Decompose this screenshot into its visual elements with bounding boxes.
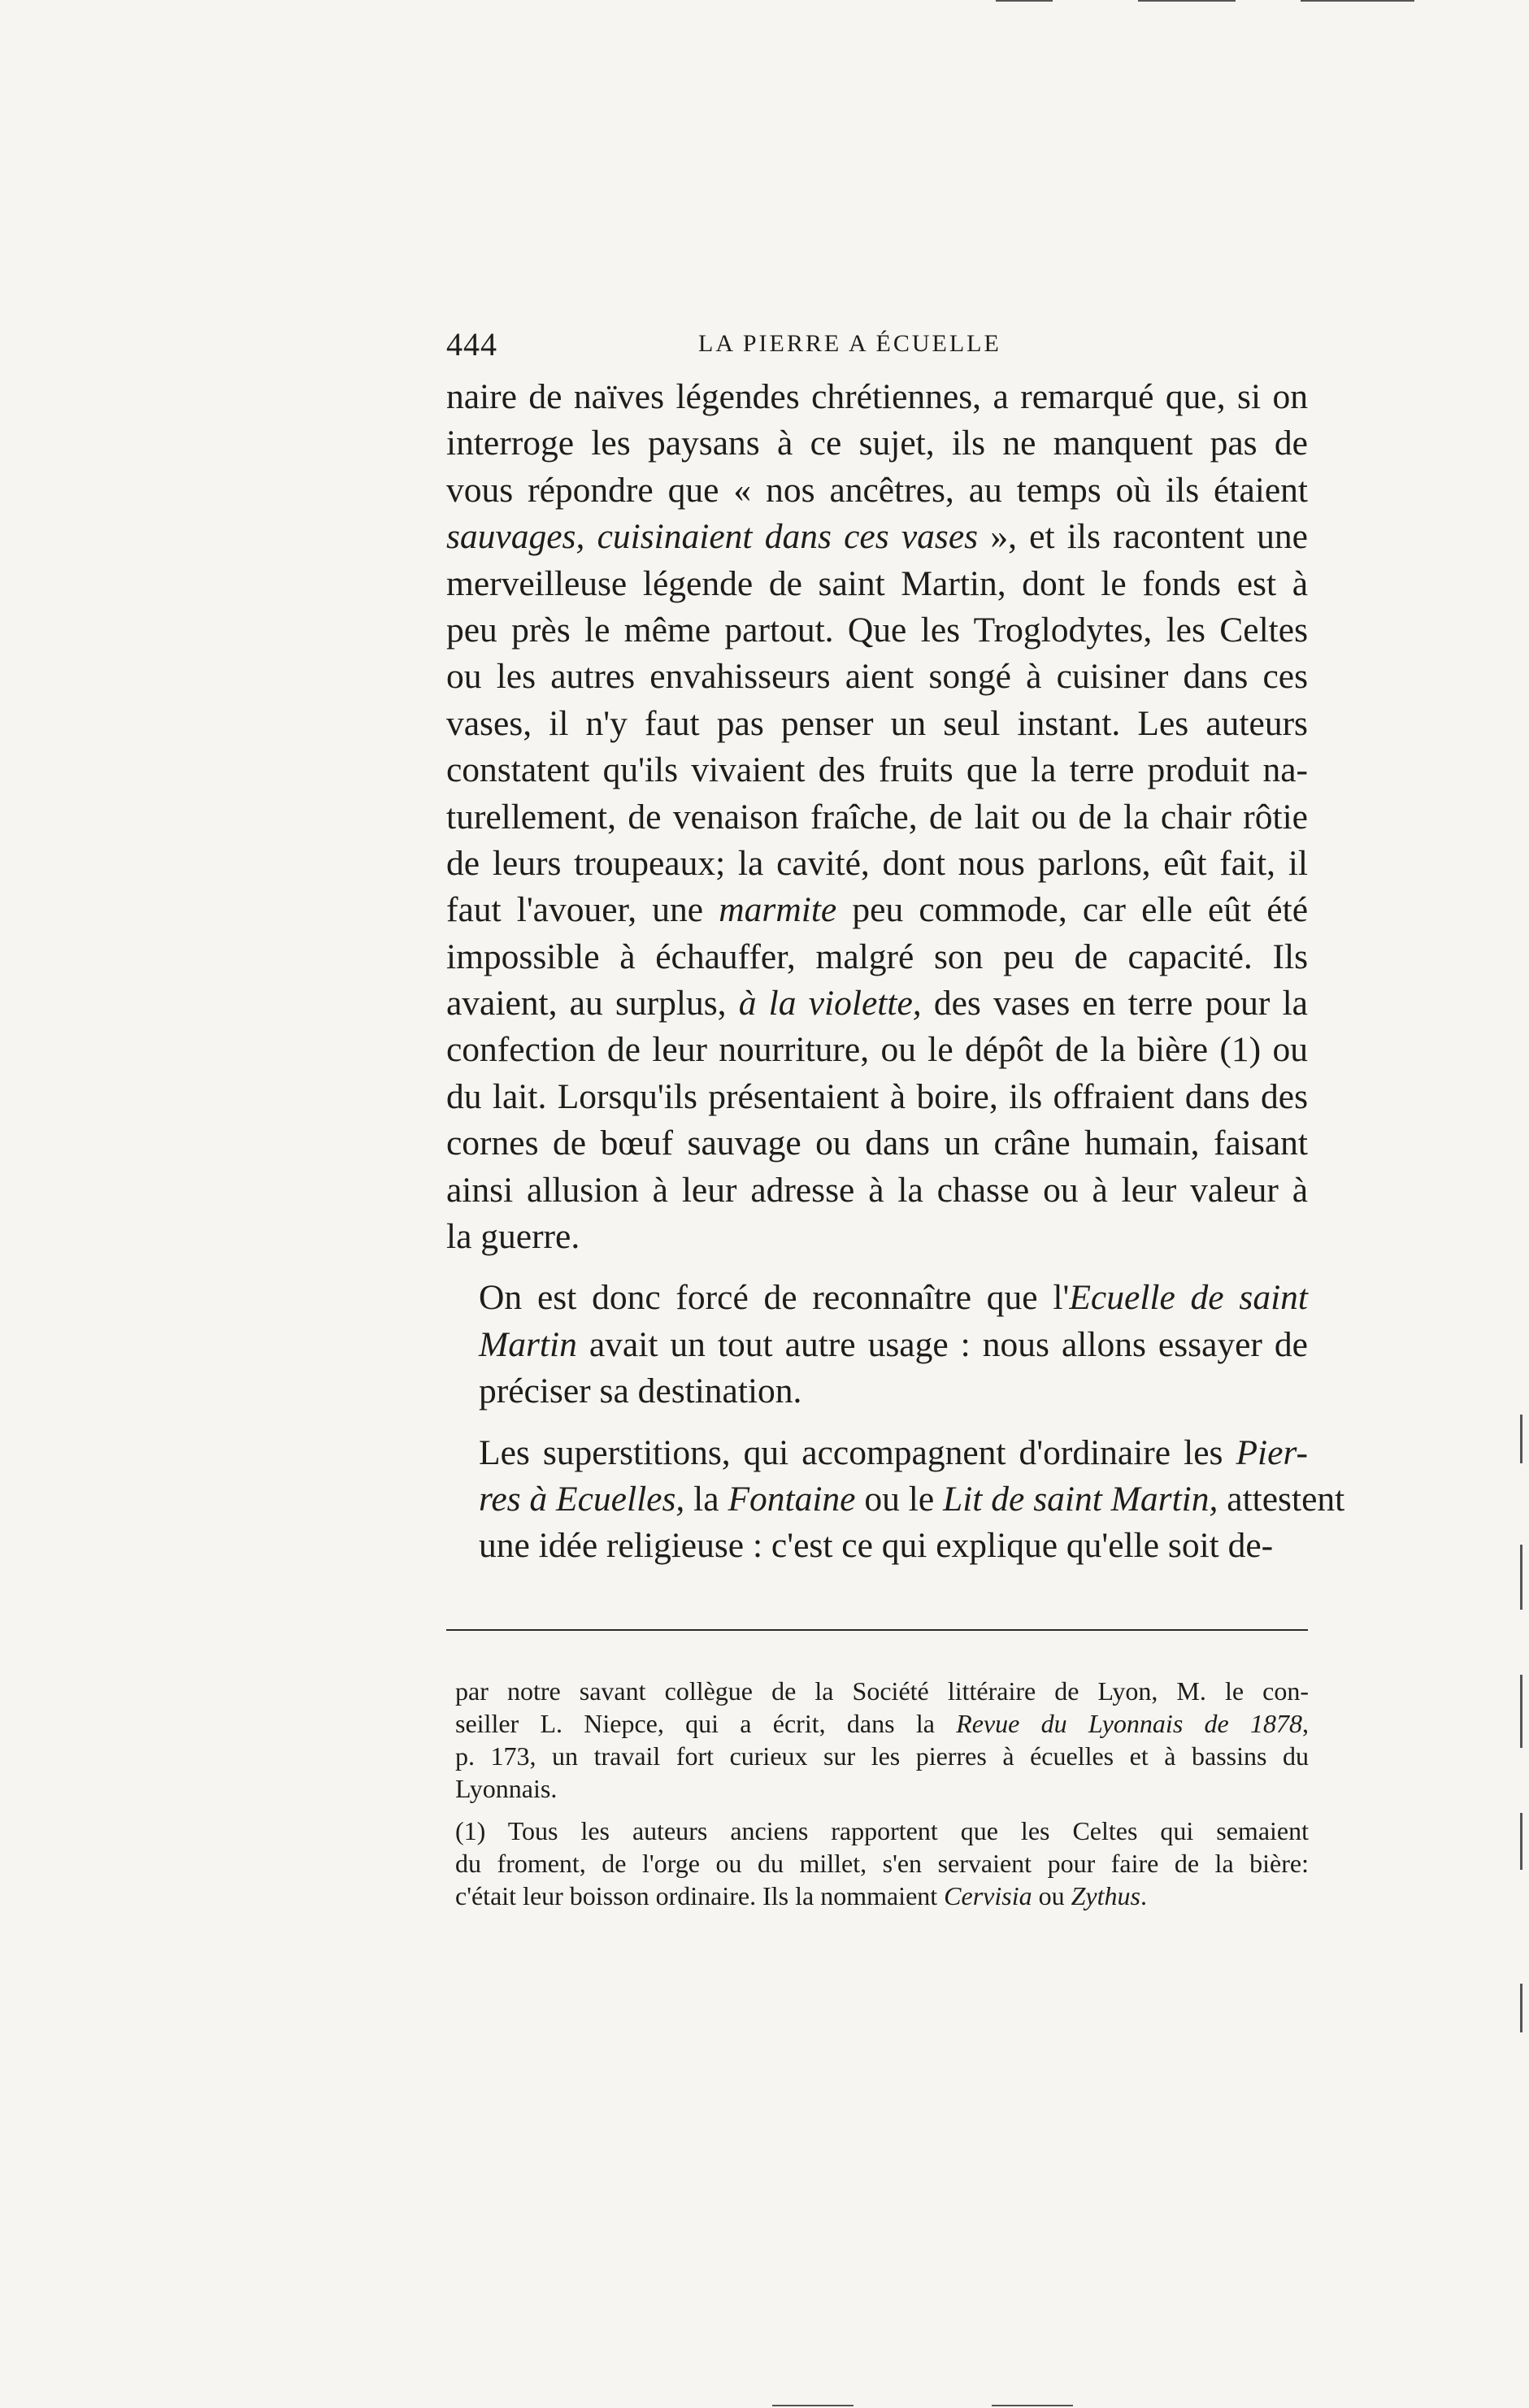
text-line: faut l'avouer, une marmite peu commode, car elle eût été (446, 890, 1309, 930)
scan-edge-mark (996, 0, 1053, 2)
footnote-continued (455, 1675, 1309, 1805)
text-line: vous répondre que « nos ancêtres, au temps où ils étaient (446, 470, 1308, 510)
page-header (446, 325, 1308, 374)
scan-edge-mark (1520, 1984, 1522, 2032)
paragraph-2 (446, 1275, 1308, 1415)
text-line: confection de leur nourriture, ou le dépôt de la bière (1) ou (446, 1030, 1308, 1070)
text-line: par notre savant collègue de la Société littéraire de Lyon, M. le con- (455, 1676, 1309, 1706)
text-line: seiller L. Niepce, qui a écrit, dans la Revue du Lyonnais de 1878, (455, 1709, 1310, 1738)
text-line: Lyonnais. (455, 1774, 558, 1803)
text-line: du lait. Lorsqu'ils présentaient à boire, ils offraient dans des (446, 1076, 1308, 1116)
text-line: interroge les paysans à ce sujet, ils ne manquent pas de (446, 424, 1308, 463)
scan-edge-mark (992, 2405, 1073, 2406)
text-line: une idée religieuse : c'est ce qui explique qu'elle soit de- (479, 1526, 1274, 1566)
text-line: merveilleuse légende de saint Martin, dont le fonds est à (446, 563, 1308, 603)
text-line: Martin avait un tout autre usage : nous allons essayer de (479, 1324, 1308, 1364)
text-line: turellement, de venaison fraîche, de lait ou de la chair rôtie (446, 797, 1308, 837)
paragraph-1 (446, 374, 1308, 1260)
body-text (446, 374, 1345, 1570)
scan-edge-mark (1520, 1415, 1522, 1463)
scan-edge-mark (1520, 1545, 1522, 1610)
running-title: LA PIERRE A ÉCUELLE (698, 330, 1001, 357)
text-line: vases, il n'y faut pas penser un seul instant. Les auteurs (446, 703, 1308, 743)
text-line: cornes de bœuf sauvage ou dans un crâne humain, faisant (446, 1124, 1308, 1163)
text-line: ainsi allusion à leur adresse à la chasse ou à leur valeur à (446, 1170, 1308, 1210)
text-line: la guerre. (446, 1217, 580, 1257)
text-line: avaient, au surplus, à la violette, des vases en terre pour la (446, 984, 1308, 1024)
text-line: naire de naïves légendes chrétiennes, a remarqué que, si on (446, 377, 1308, 416)
footnote-1 (455, 1815, 1309, 1912)
text-line: peu près le même partout. Que les Troglodytes, les Celtes (446, 610, 1308, 650)
text-line: (1) Tous les auteurs anciens rapportent que les Celtes qui semaient (455, 1816, 1309, 1845)
footnotes (455, 1675, 1309, 1912)
scan-edge-mark (1138, 0, 1236, 2)
text-line: On est donc forcé de reconnaître que l'Ecuelle de saint (479, 1278, 1308, 1318)
text-line: de leurs troupeaux; la cavité, dont nous parlons, eût fait, il (446, 843, 1308, 883)
scan-edge-mark (772, 2405, 854, 2406)
scan-edge-mark (1520, 1813, 1522, 1870)
text-line: res à Ecuelles, la Fontaine ou le Lit de saint Martin, attestent (479, 1479, 1345, 1519)
text-line: du froment, de l'orge ou du millet, s'en servaient pour faire de la bière: (455, 1849, 1309, 1878)
paragraph-3 (446, 1430, 1345, 1570)
text-line: c'était leur boisson ordinaire. Ils la nommaient Cervisia ou Zythus. (455, 1881, 1147, 1910)
text-line: constatent qu'ils vivaient des fruits que la terre produit na- (446, 750, 1308, 790)
text-line: sauvages, cuisinaient dans ces vases », et ils racontent une (446, 517, 1308, 557)
text-line: p. 173, un travail fort curieux sur les pierres à écuelles et à bassins du (455, 1741, 1309, 1771)
footnote-separator (446, 1629, 1308, 1631)
text-line: ou les autres envahisseurs aient songé à cuisiner dans ces (446, 657, 1308, 697)
scan-edge-mark (1301, 0, 1414, 2)
text-line: préciser sa destination. (479, 1371, 802, 1411)
text-line: Les superstitions, qui accompagnent d'ordinaire les Pier- (479, 1432, 1308, 1472)
page-number: 444 (446, 326, 497, 363)
text-line: impossible à échauffer, malgré son peu de capacité. Ils (446, 937, 1308, 976)
scan-edge-mark (1520, 1675, 1522, 1748)
